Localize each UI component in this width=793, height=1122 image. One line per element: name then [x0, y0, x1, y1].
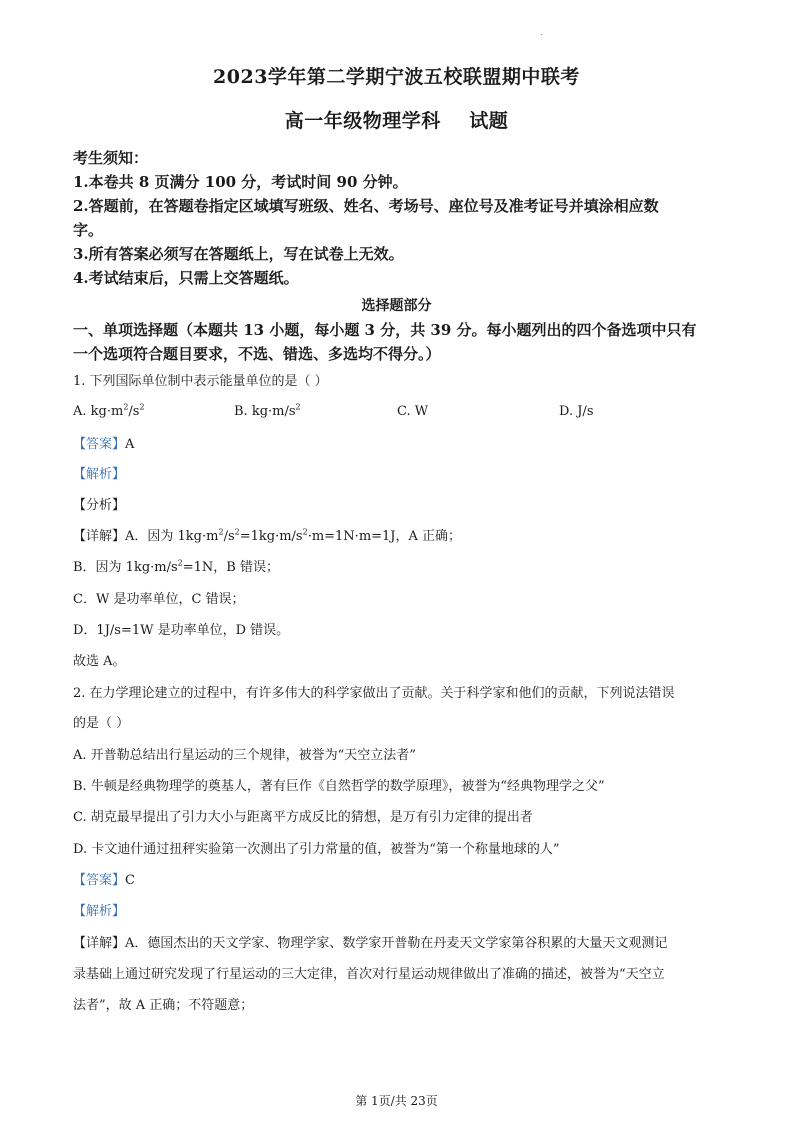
part-one-heading-2: 一个选项符合题目要求，不选、错选、多选均不得分。） [73, 345, 441, 363]
q1-detail-b: B．因为 $1kg\cdot m/s^2=1N$，B 错误； [73, 558, 279, 575]
page-footer: 第 1页/共 23页 [355, 1094, 438, 1108]
part-one-heading-1: 一、单项选择题（本题共 13 小题，每小题 3 分，共 39 分。每小题列出的四个备选项中只有 [73, 321, 697, 339]
notice-item-2-cont: 字。 [73, 221, 104, 239]
q2-detail-2: 录基础上通过研究发现了行星运动的三大定律，首次对行星运动规律做出了准确的描述，被誉为“天空立 [73, 967, 665, 982]
q1-answer: 【答案】A [73, 437, 135, 452]
q2-option-c: C. 胡克最早提出了引力大小与距离平方成反比的猜想，是万有引力定律的提出者 [73, 810, 533, 825]
section-title: 选择题部分 [361, 298, 432, 314]
q1-detail-a: 【详解】A．因为 $1kg\cdot m^2/s^2=1kg\cdot m/s^2\cdot m=1N\cdot m=1J$，A 正确； [73, 527, 462, 544]
q2-detail-3: 法者”，故 A 正确；不符题意； [73, 998, 254, 1013]
q2-option-a: A. 开普勒总结出行星运动的三个规律，被誉为“天空立法者” [73, 748, 416, 763]
notice-item-3: 3.所有答案必须写在答题纸上，写在试卷上无效。 [73, 245, 404, 263]
q1-detail-d: D．1J/s=1W 是功率单位，D 错误。 [73, 623, 290, 638]
q1-analysis-tag: 【解析】 [73, 467, 126, 482]
q1-conclusion: 故选 A。 [73, 654, 126, 669]
q2-analysis-tag: 【解析】 [73, 904, 126, 919]
exam-subtitle: 高一年级物理学科 试题 [284, 110, 509, 132]
q2-detail-1: 【详解】A．德国杰出的天文学家、物理学家、数学家开普勒在丹麦天文学家第谷积累的大量天文观测记 [73, 936, 668, 951]
notice-item-4: 4.考试结束后，只需上交答题纸。 [73, 269, 299, 287]
q1-option-c: C. W [397, 404, 429, 419]
q1-fenxi: 【分析】 [73, 498, 126, 513]
q2-option-d: D. 卡文迪什通过扭秤实验第一次测出了引力常量的值，被誉为“第一个称量地球的人” [73, 842, 560, 857]
q2-stem-1: 2. 在力学理论建立的过程中，有许多伟大的科学家做出了贡献。关于科学家和他们的贡献，下列说法错误 [73, 686, 675, 701]
exam-title: 2023学年第二学期宁波五校联盟期中联考 [213, 66, 580, 88]
corner-dot: . [540, 28, 543, 37]
q1-option-d: D. J/s [559, 404, 594, 419]
q2-option-b: B. 牛顿是经典物理学的奠基人，著有巨作《自然哲学的数学原理》，被誉为“经典物理学之父” [73, 779, 605, 794]
q1-stem: 1. 下列国际单位制中表示能量单位的是（ ） [73, 374, 328, 389]
notice-item-1: 1.本卷共 8 页满分 100 分，考试时间 90 分钟。 [73, 173, 408, 191]
q2-answer: 【答案】C [73, 873, 135, 888]
q1-detail-c: C．W 是功率单位，C 错误； [73, 592, 245, 607]
q2-stem-2: 的是（ ） [73, 716, 130, 731]
q1-option-a: A. $kg\cdot m^2/s^2$ [73, 402, 145, 419]
notice-item-2: 2.答题前，在答题卷指定区域填写班级、姓名、考场号、座位号及准考证号并填涂相应数 [73, 197, 659, 215]
notice-heading: 考生须知： [73, 149, 149, 167]
q1-options [73, 404, 733, 424]
q1-option-b: B. $kg\cdot m/s^2$ [234, 402, 301, 419]
